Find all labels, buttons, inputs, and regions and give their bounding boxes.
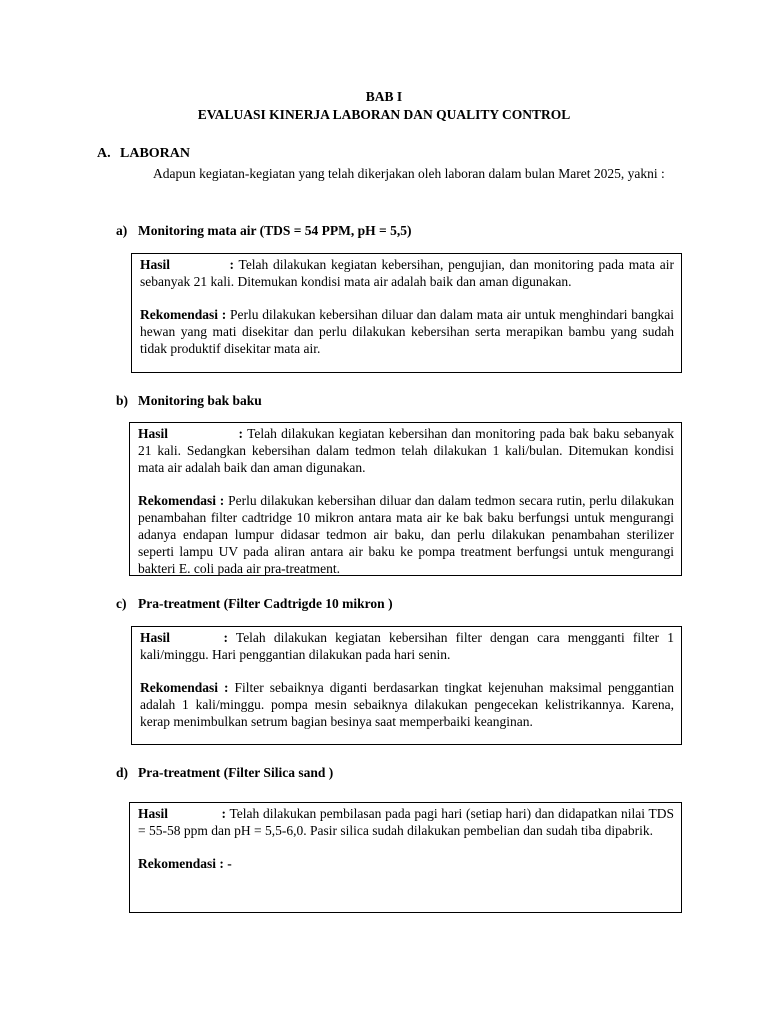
rekomendasi-text: Filter sebaiknya diganti berdasarkan tingkat kejenuhan maksimal penggantian adalah 1 kali/minggu. pompa mesin sebaiknya dilakukan pengecekan kelistrikannya. Karena, kerap menimbulkan setrum bagian besinya saat memperbaiki keanginan. (140, 680, 675, 729)
rekomendasi-text: - (227, 856, 232, 871)
section-label: A. (97, 146, 111, 161)
item-heading-b (116, 393, 262, 409)
item-title: Monitoring mata air (TDS = 54 PPM, pH = 5,5) (138, 223, 412, 238)
item-letter: b) (116, 393, 129, 408)
item-title: Monitoring bak baku (138, 393, 262, 408)
hasil-text: Telah dilakukan pembilasan pada pagi hari (setiap hari) dan didapatkan nilai TDS = 55-58 ppm dan pH = 5,5-6,0. Pasir silica sudah dilakukan pembelian dan sudah tiba dipabrik. (138, 806, 674, 838)
hasil-text: Telah dilakukan kegiatan kebersihan, pengujian, dan monitoring pada mata air sebanyak 21 kali. Ditemukan kondisi mata air adalah baik dan aman digunakan. (140, 257, 674, 289)
rekomendasi-label: Rekomendasi : (138, 493, 225, 508)
item-box-c (131, 626, 682, 745)
item-letter: c) (116, 596, 127, 611)
rekomendasi-paragraph (138, 855, 674, 872)
rekomendasi-paragraph (140, 679, 674, 730)
rekomendasi-text: Perlu dilakukan kebersihan diluar dan dalam mata air untuk menghindari bangkai hewan yang mati disekitar dan perlu dilakukan kebersihan serta merapikan bambu yang sudah tidak produktif disekitar mata air. (140, 307, 675, 356)
item-box-a (131, 253, 682, 373)
rekomendasi-label: Rekomendasi : (140, 307, 227, 322)
hasil-text: Telah dilakukan kegiatan kebersihan dan monitoring pada bak baku sebanyak 21 kali. Sedangkan kebersihan dalam tedmon telah dilakukan 1 kali/bulan. Ditemukan kondisi mata air adalah baik dan aman digunakan. (138, 426, 674, 475)
rekomendasi-label: Rekomendasi : - (138, 856, 232, 871)
rekomendasi-paragraph (138, 492, 674, 577)
item-letter: a) (116, 223, 128, 238)
item-title: Pra-treatment (Filter Cadtrigde 10 mikron ) (138, 596, 393, 611)
item-heading-a (116, 223, 412, 239)
hasil-text: Telah dilakukan kegiatan kebersihan filter dengan cara mengganti filter 1 kali/minggu. Hari penggantian dilakukan pada hari senin. (140, 630, 674, 662)
item-box-b (129, 422, 682, 576)
item-heading-d (116, 765, 333, 781)
hasil-paragraph (140, 256, 674, 290)
hasil-label: Hasil : (140, 630, 228, 645)
item-heading-c (116, 596, 393, 612)
chapter-heading: BAB I (365, 89, 403, 104)
hasil-label: Hasil : (138, 806, 226, 821)
intro-paragraph: Adapun kegiatan-kegiatan yang telah dikerjakan oleh laboran dalam bulan Maret 2025, yakni : (153, 166, 665, 181)
rekomendasi-label: Rekomendasi : (140, 680, 229, 695)
section-heading (97, 146, 190, 162)
item-box-d (129, 802, 682, 913)
hasil-label: Hasil : (138, 426, 243, 441)
item-title: Pra-treatment (Filter Silica sand ) (138, 765, 334, 780)
rekomendasi-text: Perlu dilakukan kebersihan diluar dan dalam tedmon secara rutin, perlu dilakukan penambahan filter cadtridge 10 mikron antara mata air ke bak baku berfungsi untuk mengurangi adanya endapan lumpur didasar tedmon air baku, dan perlu dilakukan penambahan sterilizer seperti lampu UV pada aliran antara air baku ke pompa treatment berfungsi untuk mengurangi bakteri E. coli pada air pra-treatment. (138, 493, 675, 576)
hasil-paragraph (138, 805, 674, 839)
hasil-paragraph (140, 629, 674, 663)
hasil-label: Hasil : (140, 257, 234, 272)
hasil-paragraph (138, 425, 674, 476)
rekomendasi-paragraph (140, 306, 674, 357)
section-title: LABORAN (120, 146, 191, 161)
page-title: EVALUASI KINERJA LABORAN DAN QUALITY CONTROL (197, 107, 571, 122)
item-letter: d) (116, 765, 129, 780)
